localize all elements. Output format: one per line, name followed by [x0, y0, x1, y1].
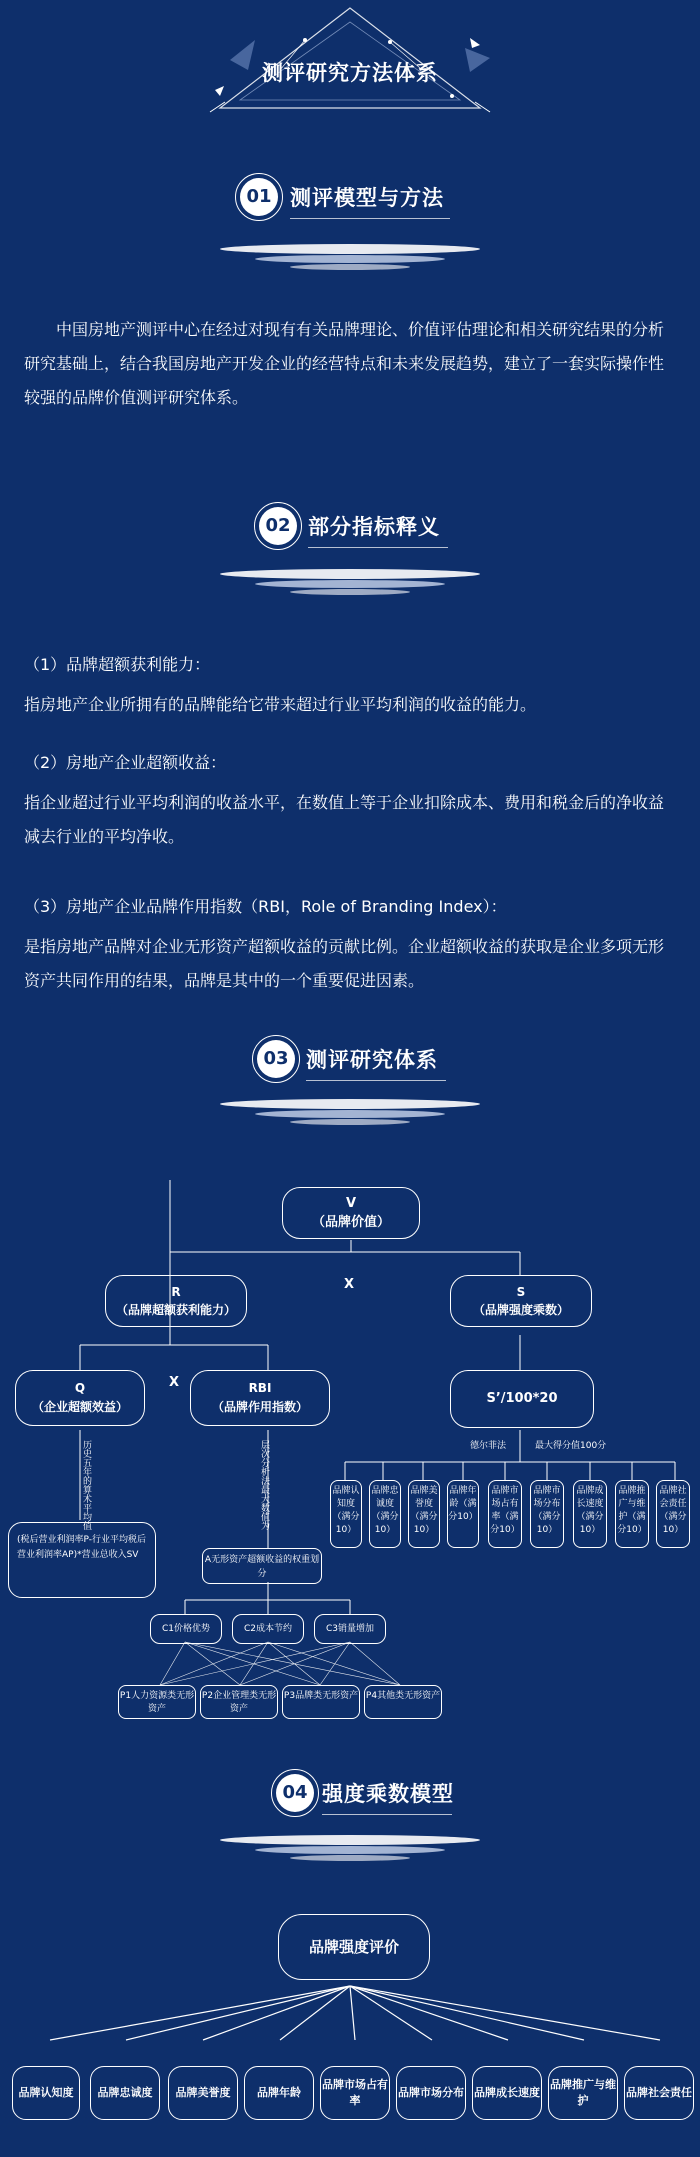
section-title: 强度乘数模型 — [322, 1782, 454, 1806]
root-label: 品牌强度评价 — [308, 1938, 399, 1956]
strength-item: 品牌认知度 — [12, 2066, 80, 2120]
node-code: V — [345, 1196, 357, 1211]
strength-item: 品牌美誉度 — [168, 2066, 238, 2120]
section-02-header — [0, 507, 700, 551]
node-name: （企业超额效益） — [31, 1400, 128, 1414]
definition-desc: 指房地产企业所拥有的品牌能给它带来超过行业平均利润的收益的能力。 — [24, 695, 537, 714]
formula-text: S’/100*20 — [486, 1391, 558, 1406]
node-v — [282, 1187, 420, 1239]
section-number: 03 — [257, 1040, 295, 1078]
node-code: R — [171, 1285, 181, 1299]
factor-box: 品牌成长速度（满分10） — [573, 1480, 607, 1548]
node-rbi — [190, 1370, 330, 1426]
factor-box: 品牌年龄（满分10） — [447, 1480, 479, 1548]
q-formula-box: (税后营业利润率P-行业平均税后营业利润率AP)*营业总收入SV — [8, 1522, 156, 1598]
factor-box: 品牌市场分布（满分10） — [530, 1480, 564, 1548]
factor-box: 品牌美誉度（满分10） — [408, 1480, 440, 1548]
node-p: P2企业管理类无形资产 — [200, 1685, 278, 1719]
intro-paragraph: 中国房地产测评中心在经过对现有有关品牌理论、价值评估理论和相关研究结果的分析研究基础上，结合我国房地产开发企业的经营特点和未来发展趋势，建立了一套实际操作性较强的品牌价值测评研究体系。 — [24, 320, 665, 407]
system-connectors — [0, 1180, 700, 1740]
node-q — [15, 1370, 145, 1426]
multiply-symbol: X — [344, 1277, 355, 1292]
factor-box: 品牌忠诚度（满分10） — [369, 1480, 401, 1548]
factor-box: 品牌社会责任（满分10） — [656, 1480, 690, 1548]
node-code: Q — [74, 1381, 86, 1395]
wave-decoration — [200, 235, 500, 275]
section-number: 02 — [259, 507, 297, 545]
strength-item: 品牌忠诚度 — [90, 2066, 160, 2120]
wave-decoration — [200, 1826, 500, 1866]
rbi-method-note: 层次分析法最大数值为 — [259, 1440, 269, 1530]
definition-desc: 指企业超过行业平均利润的收益水平，在数值上等于企业扣除成本、费用和税金后的净收益减去行业的平均净收。 — [24, 793, 665, 846]
node-r — [105, 1275, 247, 1327]
strength-connectors — [0, 1980, 700, 2060]
page-title: 测评研究方法体系 — [262, 61, 438, 85]
strength-item: 品牌成长速度 — [472, 2066, 542, 2120]
strength-root — [278, 1914, 430, 1980]
wave-decoration — [200, 560, 500, 600]
strength-item: 品牌市场占有率 — [320, 2066, 390, 2120]
multiply-symbol: X — [169, 1375, 180, 1390]
q-method-note: 历史五年的算术平均值 — [81, 1440, 91, 1530]
strength-item: 品牌年龄 — [244, 2066, 314, 2120]
section-04-header — [0, 1774, 700, 1818]
node-c: C3销量增加 — [314, 1614, 386, 1644]
node-name: （品牌价值） — [311, 1215, 390, 1230]
definition-term: （2）房地产企业超额收益： — [24, 753, 227, 772]
definition-term: （1）品牌超额获利能力： — [24, 655, 211, 674]
definition-term: （3）房地产企业品牌作用指数（RBI，Role of Branding Index）： — [24, 897, 507, 916]
delphi-label: 德尔菲法 — [470, 1441, 507, 1451]
factor-box: 品牌推广与维护（满分10） — [615, 1480, 649, 1548]
section-01-header — [0, 178, 700, 222]
strength-item: 品牌市场分布 — [396, 2066, 466, 2120]
definition-desc: 是指房地产品牌对企业无形资产超额收益的贡献比例。企业超额收益的获取是企业多项无形资产共同作用的结果，品牌是其中的一个重要促进因素。 — [24, 937, 665, 990]
section-title: 测评模型与方法 — [290, 186, 444, 210]
factor-box: 品牌认知度（满分10） — [330, 1480, 362, 1548]
section-title: 部分指标释义 — [308, 515, 440, 539]
node-name: （品牌强度乘数） — [472, 1303, 569, 1317]
node-name: （品牌超额获利能力） — [115, 1303, 236, 1317]
section-number: 01 — [240, 178, 278, 216]
node-code: S — [516, 1285, 526, 1299]
node-p: P4其他类无形资产 — [364, 1685, 442, 1719]
section-title: 测评研究体系 — [306, 1048, 438, 1072]
node-code: RBI — [248, 1381, 272, 1395]
node-a: A无形资产超额收益的权重划分 — [202, 1548, 322, 1584]
node-s-formula — [450, 1370, 594, 1428]
section-number: 04 — [276, 1774, 314, 1812]
node-s — [450, 1275, 592, 1327]
node-name: （品牌作用指数） — [211, 1400, 308, 1414]
factor-box: 品牌市场占有率（满分10） — [488, 1480, 522, 1548]
node-c: C1价格优势 — [150, 1614, 222, 1644]
max-score-label: 最大得分值100分 — [535, 1441, 607, 1451]
node-p: P3品牌类无形资产 — [282, 1685, 360, 1719]
strength-item: 品牌推广与维护 — [548, 2066, 618, 2120]
section-03-header — [0, 1040, 700, 1084]
strength-item: 品牌社会责任 — [624, 2066, 694, 2120]
wave-decoration — [200, 1090, 500, 1130]
node-c: C2成本节约 — [232, 1614, 304, 1644]
node-p: P1人力资源类无形资产 — [118, 1685, 196, 1719]
